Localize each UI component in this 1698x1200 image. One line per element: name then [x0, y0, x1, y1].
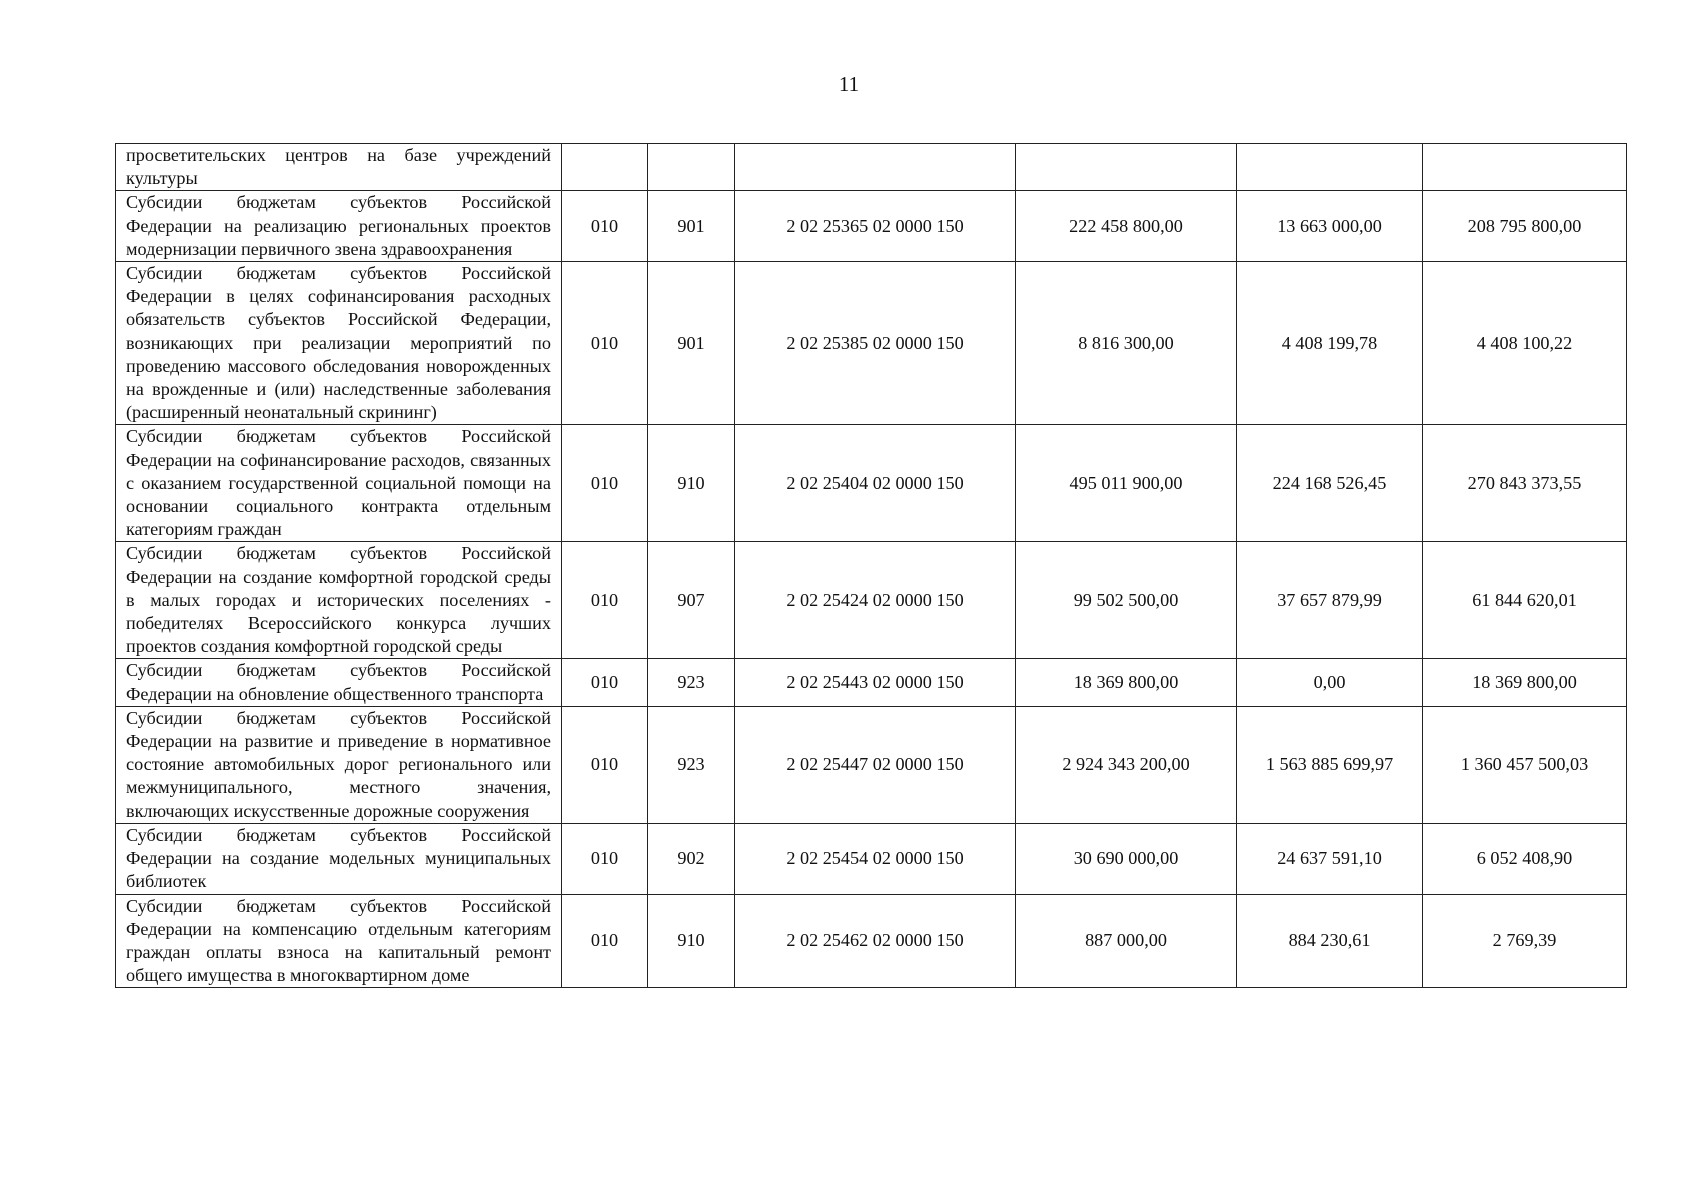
row-kbk: 2 02 25424 02 0000 150	[735, 542, 1016, 659]
table-row	[116, 706, 1627, 823]
row-remainder-amount: 1 360 457 500,03	[1423, 706, 1627, 823]
table-row	[116, 191, 1627, 262]
row-executed-amount: 13 663 000,00	[1237, 191, 1423, 262]
row-description: Субсидии бюджетам субъектов Российской Федерации на развитие и приведение в нормативное состояние автомобильных дорог регионального или межмуниципального, местного значения, включающих искусственные дорожные сооружения	[116, 706, 562, 823]
row-kbk: 2 02 25454 02 0000 150	[735, 823, 1016, 894]
row-plan-amount	[1016, 144, 1237, 191]
row-kbk: 2 02 25385 02 0000 150	[735, 262, 1016, 425]
row-remainder-amount: 4 408 100,22	[1423, 262, 1627, 425]
page-number: 11	[838, 72, 860, 96]
row-plan-amount: 99 502 500,00	[1016, 542, 1237, 659]
row-kbk: 2 02 25365 02 0000 150	[735, 191, 1016, 262]
row-remainder-amount: 270 843 373,55	[1423, 425, 1627, 542]
row-kbk: 2 02 25404 02 0000 150	[735, 425, 1016, 542]
row-executed-amount: 1 563 885 699,97	[1237, 706, 1423, 823]
row-executed-amount: 37 657 879,99	[1237, 542, 1423, 659]
row-description: Субсидии бюджетам субъектов Российской Федерации на компенсацию отдельным категориям граждан оплаты взноса на капитальный ремонт общего имущества в многоквартирном доме	[116, 894, 562, 988]
row-remainder-amount	[1423, 144, 1627, 191]
row-executed-amount: 4 408 199,78	[1237, 262, 1423, 425]
row-executed-amount: 884 230,61	[1237, 894, 1423, 988]
table-row	[116, 262, 1627, 425]
row-description: Субсидии бюджетам субъектов Российской Федерации на создание комфортной городской среды в малых городах и исторических поселениях - победителях Всероссийского конкурса лучших проектов создания комфортной городской среды	[116, 542, 562, 659]
row-code: 010	[562, 894, 648, 988]
row-plan-amount: 30 690 000,00	[1016, 823, 1237, 894]
row-plan-amount: 495 011 900,00	[1016, 425, 1237, 542]
row-code: 010	[562, 191, 648, 262]
row-executed-amount: 224 168 526,45	[1237, 425, 1423, 542]
row-description: просветительских центров на базе учреждений культуры	[116, 144, 562, 191]
table-row	[116, 823, 1627, 894]
row-admin-code: 902	[648, 823, 735, 894]
row-plan-amount: 18 369 800,00	[1016, 659, 1237, 706]
row-description: Субсидии бюджетам субъектов Российской Федерации на реализацию региональных проектов модернизации первичного звена здравоохранения	[116, 191, 562, 262]
table-row	[116, 542, 1627, 659]
table-row	[116, 894, 1627, 988]
row-description: Субсидии бюджетам субъектов Российской Федерации на создание модельных муниципальных библиотек	[116, 823, 562, 894]
row-description: Субсидии бюджетам субъектов Российской Федерации в целях софинансирования расходных обязательств субъектов Российской Федерации, возникающих при реализации мероприятий по проведению массового обследования новорожденных на врожденные и (или) наследственные заболевания (расширенный неонатальный скрининг)	[116, 262, 562, 425]
row-admin-code: 910	[648, 894, 735, 988]
row-code: 010	[562, 659, 648, 706]
row-admin-code: 907	[648, 542, 735, 659]
row-kbk: 2 02 25462 02 0000 150	[735, 894, 1016, 988]
row-remainder-amount: 208 795 800,00	[1423, 191, 1627, 262]
row-code: 010	[562, 262, 648, 425]
row-remainder-amount: 61 844 620,01	[1423, 542, 1627, 659]
row-code: 010	[562, 542, 648, 659]
row-plan-amount: 2 924 343 200,00	[1016, 706, 1237, 823]
row-plan-amount: 222 458 800,00	[1016, 191, 1237, 262]
row-executed-amount	[1237, 144, 1423, 191]
budget-table	[115, 143, 1627, 988]
row-description: Субсидии бюджетам субъектов Российской Федерации на софинансирование расходов, связанных с оказанием государственной социальной помощи на основании социального контракта отдельным категориям граждан	[116, 425, 562, 542]
row-description: Субсидии бюджетам субъектов Российской Федерации на обновление общественного транспорта	[116, 659, 562, 706]
row-plan-amount: 8 816 300,00	[1016, 262, 1237, 425]
row-remainder-amount: 18 369 800,00	[1423, 659, 1627, 706]
row-plan-amount: 887 000,00	[1016, 894, 1237, 988]
row-code	[562, 144, 648, 191]
row-kbk: 2 02 25443 02 0000 150	[735, 659, 1016, 706]
row-code: 010	[562, 706, 648, 823]
row-remainder-amount: 2 769,39	[1423, 894, 1627, 988]
table-row	[116, 144, 1627, 191]
row-executed-amount: 24 637 591,10	[1237, 823, 1423, 894]
row-code: 010	[562, 425, 648, 542]
row-kbk: 2 02 25447 02 0000 150	[735, 706, 1016, 823]
row-kbk	[735, 144, 1016, 191]
table-row	[116, 425, 1627, 542]
row-admin-code	[648, 144, 735, 191]
row-admin-code: 910	[648, 425, 735, 542]
table-row	[116, 659, 1627, 706]
row-remainder-amount: 6 052 408,90	[1423, 823, 1627, 894]
row-admin-code: 923	[648, 659, 735, 706]
row-admin-code: 923	[648, 706, 735, 823]
row-admin-code: 901	[648, 262, 735, 425]
row-admin-code: 901	[648, 191, 735, 262]
row-executed-amount: 0,00	[1237, 659, 1423, 706]
row-code: 010	[562, 823, 648, 894]
